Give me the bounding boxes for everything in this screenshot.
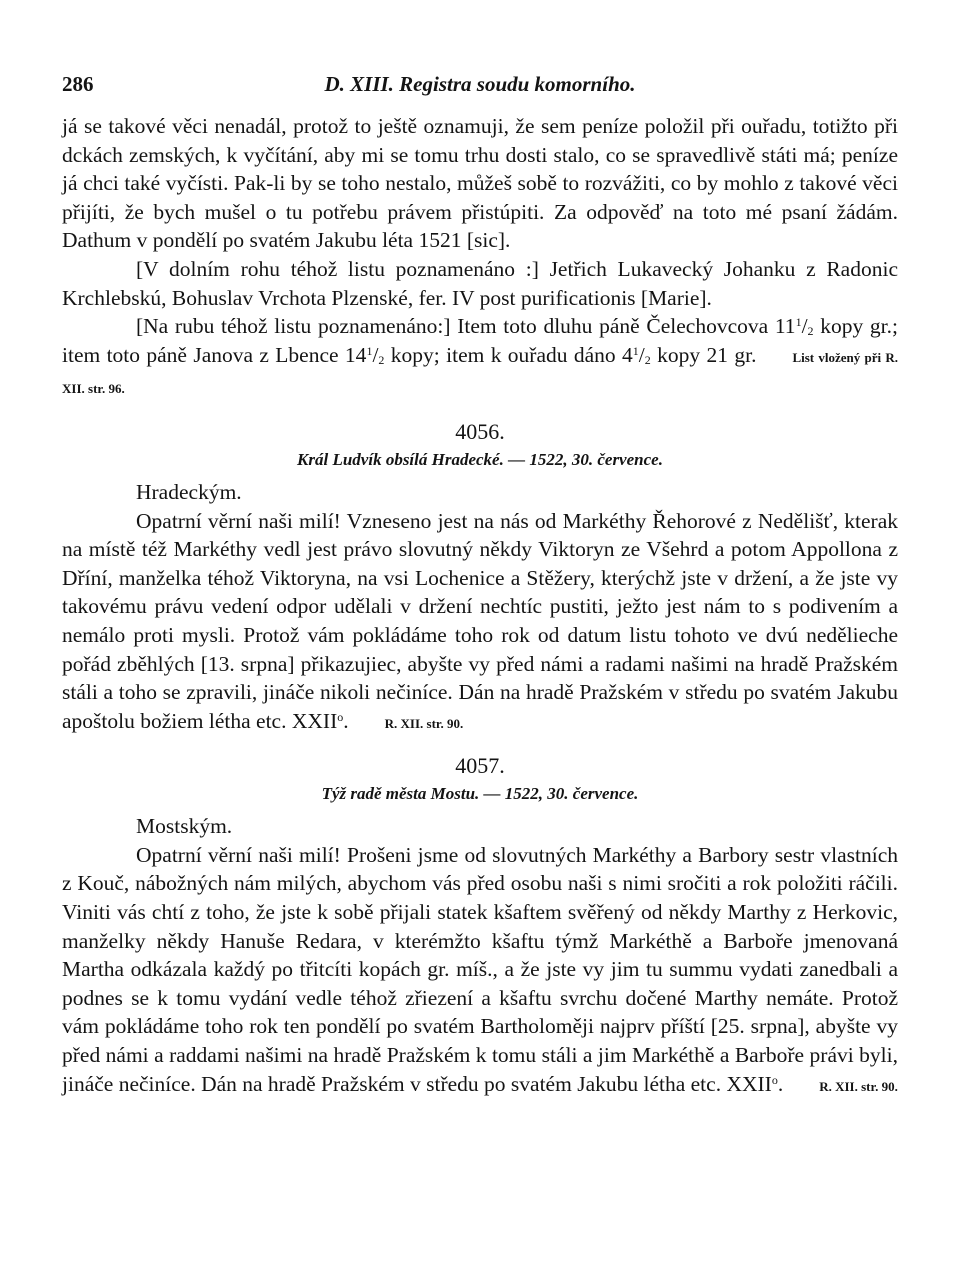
entry-4056 (62, 418, 898, 738)
entry-tail: . (777, 1071, 784, 1096)
source-reference: R. XII. str. 90. (819, 1078, 898, 1094)
fraction-numerator: 1 (632, 343, 639, 358)
fraction-numerator: 1 (366, 343, 373, 358)
running-title: D. XIII. Registra soudu komorního. (324, 72, 636, 96)
fraction-denominator: 2 (807, 324, 814, 339)
continuation-paragraph: já se takové věci nenadál, protož to ještě oznamuji, že sem peníze položil při ouřadu, totižto při dckách zemských, k vyčítání, aby mi se tomu trhu dosti stalo, co se spravedlivě státi má; peníze já chci také vyčísti. Pak-li by se toho nestalo, můžeš sobě to rozvážiti, co by mohlo z takové věci přijíti, že bych mušel o tu potřebu právem přistúpiti. Za odpověď na toto mé psaní žádám. Dathum v pondělí po svatém Jakubu léta 1521 [sic]. (62, 114, 898, 253)
entry-text (62, 841, 898, 1101)
reverse-note-paragraph: [Na rubu téhož listu poznamenáno:] Item toto dluhu páně Čelechovcova $11^1/_2$ kopy gr.; item toto páně Janova z Lbence $14^1/_2$ kopy; item k ouřadu dáno $4^1/_2$ kopy 21 gr. List vložený při R. XII. str. 96. (62, 314, 898, 397)
entry-address: Mostským. (136, 814, 233, 839)
entry-heading: Týž radě města Mostu. — 1522, 30. července. (321, 784, 639, 804)
fraction-denominator: 2 (378, 352, 385, 367)
entry-heading: Král Ludvík obsílá Hradecké. — 1522, 30. července. (297, 449, 663, 469)
degree-sign: o (771, 1072, 778, 1087)
source-reference: List vložený při R. XII. str. 96. (62, 349, 898, 397)
entry-number: 4056. (455, 418, 505, 444)
entry-text (62, 507, 898, 739)
reverse-note-text-1: [Na rubu téhož listu poznamenáno:] Item toto dluhu páně Čelechovcova 11 (136, 314, 796, 339)
entry-tail: . (343, 708, 349, 733)
degree-sign: o (337, 709, 344, 724)
entry-4057 (62, 752, 898, 1101)
page-header (62, 72, 898, 112)
entry-number: 4057. (455, 753, 505, 779)
margin-note-paragraph: [V dolním rohu téhož listu poznamenáno :] Jetřich Lukavecký Johanku z Radonic Krchlebskú, Bohuslav Vrchota Plzenské, fer. IV post purificationis [Marie]. (62, 256, 898, 310)
source-reference: R. XII. str. 90. (384, 715, 464, 731)
entry-address: Hradeckým. (136, 479, 242, 504)
reverse-note-text-2: kopy gr.; item toto páně Janova z Lbence 14 (62, 314, 898, 367)
page-number: 286 (62, 72, 94, 96)
reverse-note-text-4: kopy 21 gr. (650, 342, 757, 367)
entry-body: Opatrní věrní naši milí! Vzneseno jest na nás od Markéthy Řehorové z Nedělišť, kterak na místě též Markéthy vedl jest právo slovutný někdy Viktoryn ze Všehrd a potom Appollona z Dříní, manželka téhož Viktoryna, na vsi Lochenice a Stěžery, kterýchž jste v držení, a že jste vy takovému právu vedení odpor udělali v držení nechtíc pustiti, ježto jest nám to s podivením a nemálo proti mysli. Protož vám pokládáme toho rok od datum listu tohoto ve dvú nedělieche pořád zběhlých [13. srpna] přikazujiec, abyšte vy před námi a radami našimi na hradě Pražském stáli a toho se zpravili, jináče nikoli nečiníce. Dán na hradě Pražském v středu po svatém Jakubu apoštolu božiem létha etc. XXII (62, 508, 898, 733)
fraction-denominator: 2 (644, 352, 651, 367)
reverse-note-text-3: kopy; item k ouřadu dáno 4 (384, 342, 633, 367)
fraction-numerator: 1 (795, 315, 802, 330)
entry-body: Opatrní věrní naši milí! Prošeni jsme od slovutných Markéthy a Barbory sestr vlastních z Kouč, nábožných nám milých, abychom vás před osobu naši s nimi sročiti a rok položiti ráčili. Viniti vás chtí z toho, že jste k sobě přijali statek kšaftem svěřený od někdy Marthy z Herkovic, manželky někdy Hanuše Redara, v kterémžto kšaftu týmž Markéthě a Barboře jmenovaná Martha odkázala každý po třitcíti kopách gr. míš., a že jste vy jim tu summu vydati zanedbali a podnes se k tomu vydání vedle téhož zřiezení a kšaftu svrchu dočené Marthy nemáte. Protož vám pokládáme toho rok ten pondělí po svatém Bartholoměji najprv příští [25. srpna], abyšte vy před námi a raddami našimi na hradě Pražském k tomu stáli a jim Markéthě a Barboře právi byli, jináče nečiníce. Dán na hradě Pražském v středu po svatém Jakubu létha etc. XXII (62, 842, 898, 1096)
